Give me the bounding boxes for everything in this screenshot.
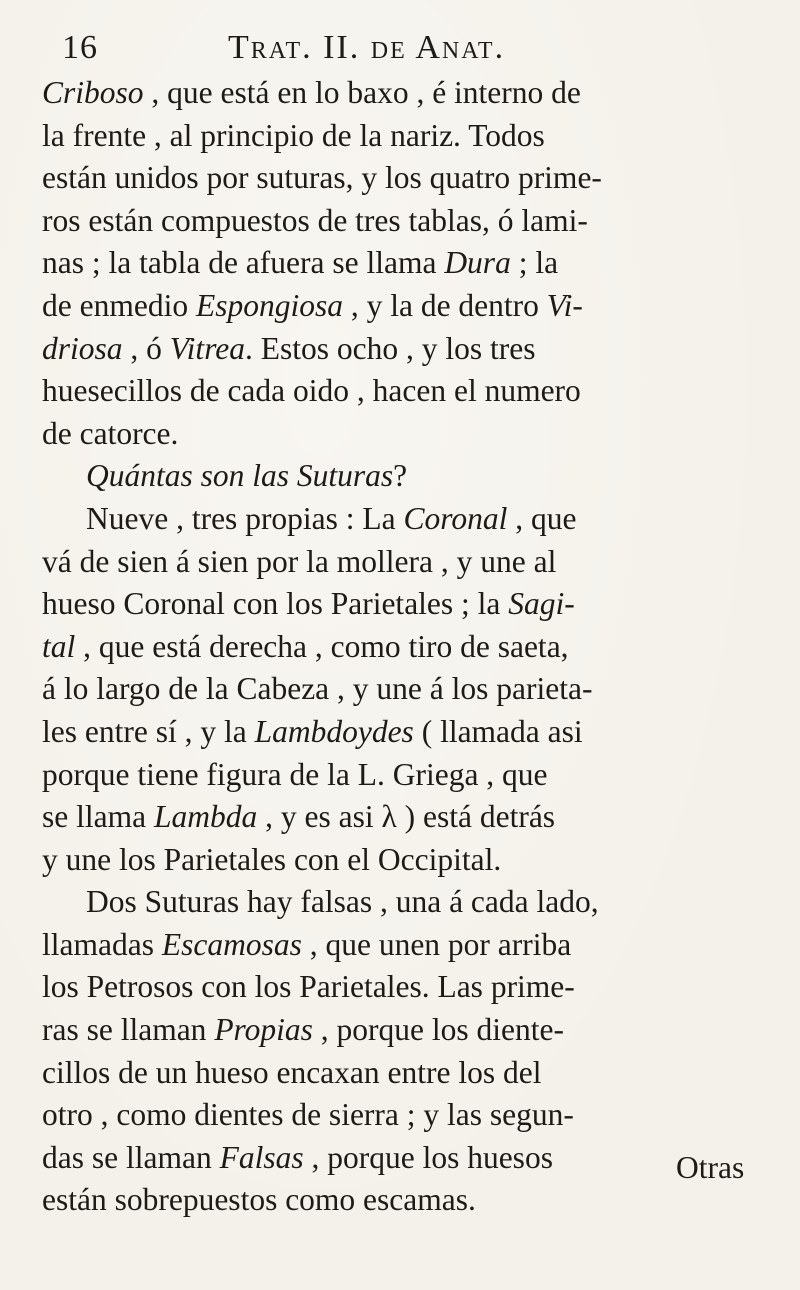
text-run: están unidos por suturas, y los quatro prime-: [42, 160, 602, 196]
text-line: [42, 754, 782, 797]
text-run: ras se llaman: [42, 1012, 215, 1048]
page-number: 16: [62, 29, 98, 66]
text-line: [42, 285, 782, 328]
text-run: Nueve , tres propias : La: [86, 500, 404, 536]
text-run: , y la de dentro: [342, 287, 547, 323]
text-line: [42, 1179, 782, 1222]
text-run: , porque los huesos: [303, 1139, 553, 1175]
text-run: hueso Coronal con los Parietales ; la: [42, 586, 509, 622]
text-run: les entre sí , y la: [42, 713, 255, 749]
italic-term: Escamosas: [161, 926, 302, 962]
text-line: [42, 242, 782, 285]
text-line: [42, 455, 782, 498]
text-line: [42, 711, 782, 754]
text-line: [42, 541, 782, 584]
italic-term: driosa: [42, 330, 123, 366]
italic-term: Dura: [444, 245, 511, 281]
text-line: [42, 881, 782, 924]
text-run: ; la: [510, 245, 559, 281]
text-line: [42, 668, 782, 711]
text-run: ?: [393, 458, 408, 494]
text-line: [42, 157, 782, 200]
italic-term: Sagi-: [508, 586, 575, 622]
text-run: ( llamada asi: [413, 713, 583, 749]
text-line: [42, 328, 782, 371]
text-run: están sobrepuestos como escamas.: [42, 1182, 476, 1218]
text-run: la frente , al principio de la nariz. Todos: [42, 117, 545, 153]
text-line: [42, 1052, 782, 1095]
text-run: , que está derecha , como tiro de saeta,: [75, 628, 569, 664]
text-run: Dos Suturas hay falsas , una á cada lado,: [86, 884, 599, 920]
text-run: de enmedio: [42, 287, 196, 323]
text-line: [42, 370, 782, 413]
catchword: Otras: [676, 1150, 745, 1185]
text-line: [42, 839, 782, 882]
italic-term: Falsas: [219, 1139, 304, 1175]
italic-term: Coronal: [403, 500, 508, 536]
text-line: [42, 796, 782, 839]
text-run: porque tiene figura de la L. Griega , que: [42, 756, 548, 792]
text-run: , porque los diente-: [312, 1012, 564, 1048]
text-line: [42, 72, 782, 115]
text-line: [42, 413, 782, 456]
italic-term: Vitrea: [169, 330, 246, 366]
text-run: nas ; la tabla de afuera se llama: [42, 245, 445, 281]
body-text: [42, 72, 782, 1222]
text-run: cillos de un hueso encaxan entre los del: [42, 1054, 542, 1090]
italic-term: Propias: [214, 1012, 313, 1048]
text-line: [42, 1137, 782, 1180]
italic-term: Lambdoydes: [254, 713, 414, 749]
text-run: , que: [507, 500, 577, 536]
text-run: ros están compuestos de tres tablas, ó lami-: [42, 202, 588, 238]
text-run: . Estos ocho , y los tres: [245, 330, 536, 366]
text-run: de catorce.: [42, 415, 179, 451]
text-run: , ó: [122, 330, 170, 366]
text-line: [42, 498, 782, 541]
text-line: [42, 583, 782, 626]
text-run: y une los Parietales con el Occipital.: [42, 841, 502, 877]
italic-term: tal: [42, 628, 76, 664]
text-line: [42, 966, 782, 1009]
text-line: [42, 626, 782, 669]
italic-term: Criboso: [42, 75, 144, 110]
italic-term: Espongiosa: [195, 287, 343, 323]
text-run: á lo largo de la Cabeza , y une á los parieta-: [42, 671, 593, 707]
text-run: se llama: [42, 799, 154, 835]
page-header: [62, 26, 762, 70]
text-line: [42, 200, 782, 243]
italic-term: Quántas son las Suturas: [86, 458, 394, 494]
text-run: , que está en lo baxo , é interno de: [143, 75, 581, 110]
text-line: [42, 115, 782, 158]
italic-term: Vi-: [546, 287, 583, 323]
text-run: otro , como dientes de sierra ; y las segun-: [42, 1097, 574, 1133]
text-line: [42, 1009, 782, 1052]
text-run: , y es asi λ ) está detrás: [257, 799, 556, 835]
text-line: [42, 924, 782, 967]
text-run: huesecillos de cada oido , hacen el numero: [42, 373, 581, 409]
text-run: , que unen por arriba: [301, 926, 572, 962]
text-run: llamadas: [42, 926, 162, 962]
text-run: vá de sien á sien por la mollera , y une al: [42, 543, 557, 579]
text-run: das se llaman: [42, 1139, 220, 1175]
text-line: [42, 1094, 782, 1137]
running-title: Trat. II. de Anat.: [228, 29, 506, 66]
text-run: los Petrosos con los Parietales. Las prime-: [42, 969, 575, 1005]
italic-term: Lambda: [153, 799, 258, 835]
